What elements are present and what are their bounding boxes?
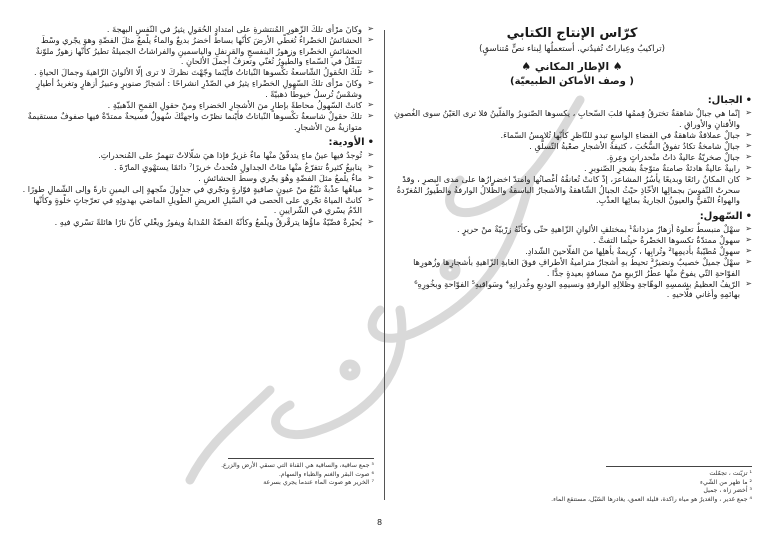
list-item: ➢ سهولٌ ممتدّةٌ تكسوها الخضْرةُ حيثُما التفتَّ . bbox=[593, 234, 752, 245]
section-heading-valleys: •الأودية: bbox=[328, 137, 374, 149]
footnote-separator bbox=[606, 466, 752, 467]
arrow-bullet-icon: ➢ bbox=[367, 216, 374, 226]
list-item: ➢ تلْكَ الحُقولُ الشّاسعةُ تكْسوها النّباتاتُ فأيْنَما وجّهْتَ نظركَ لا ترى إلّا الألوانَ الزّاهيةَ وجمالَ الحياةِ . bbox=[34, 67, 374, 78]
list-item: ➢ سهْلٌ جميلٌ خصيبٌ ونضيرٌ³ تحيطُ بهِ أشجارٌ متراميةُ الأطرافِ فوقَ الغابةِ الزّاهيةِ بأشجارِها وزُهورِها الفوّاحةِ التّي يفوحُ منْها عطْرُ الرّبيعِ منْ مسافةٍ بعيدةٍ جدًّا . bbox=[413, 257, 752, 278]
spade-icon: ♠ bbox=[612, 60, 623, 73]
frame-title-row bbox=[392, 60, 752, 73]
spade-icon: ♠ bbox=[521, 60, 532, 73]
arrow-bullet-icon: ➢ bbox=[367, 24, 374, 33]
list-item: ➢ الحشائشُ الخضْراءُ تُغطّي الأرضَ كأنّها بساطٌ أخضرُ بديعٌ والماءُ يلْمعُ مثلَ الفضّةِ وهوَ يجْري وسْطَ الحشائشِ الخضْراءِ وزهورُ البنفسجِ والقرنفلِ والياسمينِ والفراشاتُ الجميلةُ تطيرُ كأنّها زهورٌ ملوّنةٌ تتنقّلُ في السّماءِ والطّيورُ تُغنّي وتعزفُ أجملَ الألحانِ . bbox=[35, 35, 374, 67]
list-item: ➢ ماءٌ يلْمعُ مثلَ الفضّةِ وهُوَ يجْري وسطَ الحشائشِ . bbox=[198, 172, 374, 183]
list-item: ➢ تلكَ حقولٌ شاسعةٌ تكْسوها النّباتاتُ فأيْنما نظرْتَ واجهتْكَ سُهولٌ فسيحةٌ ممتدّةٌ فيها صفوفٌ مستقيمةٌ متوازيةٌ منَ الأشجارِ. bbox=[27, 111, 374, 132]
arrow-bullet-icon: ➢ bbox=[367, 78, 374, 88]
column-divider bbox=[384, 30, 385, 500]
list-item: ➢ وكانَ مرْأى تلكَ الزّهورِ المُنتشرةِ على امتدادِ الحُقولِ يثيرُ في النّفسِ البهجةَ . bbox=[106, 24, 374, 34]
footnote: ⁷ الخرير هو صوت الماء عندما يجري بسرعة bbox=[263, 479, 374, 487]
section-heading-plains: •السّهول: bbox=[699, 210, 752, 222]
list-item: ➢ كان المكانُ رائعًا وبديعًا يأسُرُ المشاعرَ، إذْ كانتْ تُعانقُهُ أغْصانُها وامتدّ اخضرارُها على مدى البصرِ ، وقدْ سحرتْ النّفوسَ بجمالِها الأخّاذِ حيْثُ الجبالُ الشّاهقةُ والأشجارُ الباسقةُ والظّلالُ الوارفةُ والطّيورُ المُغرّدةُ والهواءُ النّقيُّ والعيونُ الجاريةُ بمائِها العذْبِ. bbox=[396, 174, 752, 206]
page-subtitle: (تراكيبُ وعِباراتٌ تُفيدُني. أستعملُها لِبناء نصٍّ مُتناسقٍ) bbox=[479, 44, 665, 54]
arrow-bullet-icon: ➢ bbox=[745, 129, 752, 139]
page-title: كرّاس الإنتاج الكتابي bbox=[506, 26, 638, 41]
arrow-bullet-icon: ➢ bbox=[367, 150, 374, 160]
footnote: ² ما ظهر من الشّيء bbox=[700, 478, 752, 486]
list-item: ➢ بُحيْرةٌ فضّيّةٌ ماؤُها يترقْرقُ ويلْمعُ وكأنّهُ الفضّةُ المُذابةُ ويفورُ ويغْلي كأنّ نارًا هائلةً تسْري فيهِ . bbox=[54, 216, 374, 227]
arrow-bullet-icon: ➢ bbox=[745, 151, 752, 161]
list-item: ➢ كانتْ السّهولُ محاطةً بإطارٍ منَ الأشجارِ الخضراءِ ومنْ حقولِ القمحِ الذّهبيّةِ . bbox=[107, 100, 374, 111]
arrow-bullet-icon: ➢ bbox=[745, 234, 752, 244]
footnotes-right bbox=[392, 470, 752, 504]
arrow-bullet-icon: ➢ bbox=[745, 162, 752, 172]
footnote: ¹ تزيّنت ، تجمّلت bbox=[709, 470, 752, 477]
list-item: ➢ إنّما هي جبالٌ شاهقةٌ تخترقُ قِممُها قلبَ السّحابِ ، يكسوها الصّنوبرُ والفلّينُ فلا ترى العَيْنُ سوى الغُصونِ والأفنانِ والأوراقِ . bbox=[394, 108, 752, 129]
bullet-icon: • bbox=[745, 210, 752, 222]
arrow-bullet-icon: ➢ bbox=[745, 246, 752, 256]
arrow-bullet-icon: ➢ bbox=[745, 223, 752, 233]
arrow-bullet-icon: ➢ bbox=[367, 111, 374, 121]
page-number: 8 bbox=[377, 518, 383, 527]
arrow-bullet-icon: ➢ bbox=[745, 278, 752, 288]
footnote-separator bbox=[228, 458, 374, 459]
list-item: ➢ وكانَ مرْأى تلكَ السّهولِ الخضْراءِ يثيرُ في الصّدْرِ انشراحًا : أشجارُ صنوبرٍ وعبيرُ أزهارٍ وتغريدُ أطيارٍ وشمْسٌ تُرسلُ خيوطًا ذهبيّةً . bbox=[36, 78, 374, 100]
arrow-bullet-icon: ➢ bbox=[367, 35, 374, 45]
list-item: ➢ جبالٌ صخريّةٌ عاليةٌ ذاتُ منْحدراتٍ وعِرةٍ. bbox=[606, 151, 752, 162]
footnote: ⁴ جمع غدير ، والغديرُ هو مياه راكدة، قليلة العمق، يغادرها السّيْل، مستنقع الماء. bbox=[551, 495, 752, 503]
footnote: ⁵ جمع ساقية، والساقية هي القناة التي تسقي الأرض والزرع. bbox=[221, 462, 374, 469]
list-item: ➢ كانتْ المياهُ تجْري على الحصى في السّيلِ العريضِ الطّويلِ الماضي بهدوئِهِ في تعرّجاتٍ خلْوةٍ وكأنّها الدّمُ يسْري في الشّرايينِ . bbox=[33, 194, 374, 216]
list-item: ➢ جبالٌ شامخةٌ تكادُ تفوقُ السُّحُبَ ، كثيفةُ الأشجارِ صعْبةُ التّسلُّقِ . bbox=[529, 140, 752, 151]
frame-title: الإطار المكاني bbox=[534, 61, 610, 73]
section-heading-mountains: •الجبال: bbox=[707, 95, 752, 106]
arrow-bullet-icon: ➢ bbox=[367, 161, 374, 171]
footnotes-left bbox=[22, 462, 374, 488]
list-item: ➢ ينابيعُ كثيرةٌ تتفرّعُ منْها مئاتُ الجداولِ فتُحدثُ خريرًا⁷ دائمًا يستهْويِ المارّةَ . bbox=[114, 161, 374, 172]
arrow-bullet-icon: ➢ bbox=[745, 174, 752, 184]
arrow-bullet-icon: ➢ bbox=[745, 108, 752, 117]
arrow-bullet-icon: ➢ bbox=[745, 140, 752, 150]
bullet-icon: • bbox=[745, 95, 752, 106]
arrow-bullet-icon: ➢ bbox=[367, 172, 374, 182]
arrow-bullet-icon: ➢ bbox=[367, 183, 374, 193]
arrow-bullet-icon: ➢ bbox=[367, 100, 374, 110]
bullet-icon: • bbox=[367, 137, 374, 149]
list-item: ➢ الرّيفُ العظيمُ بشمسِهِ الوهّاجةِ وظلالِهِ الوارفةِ ونسيمِهِ الوديعِ وغُدرانِهِ⁴ وسَواقيهِ⁵ الفوّاحةِ وبخُورِهِ⁶ بهائمِهِ وأغاني فلّاحيهِ . bbox=[414, 278, 752, 300]
list-item: ➢ جبالٌ عملاقةٌ شاهقةٌ في الفضاءِ الواسعِ تبدو للنّاظرِ كأنّها تُلامسُ السّماءَ. bbox=[500, 129, 752, 140]
footnote: ⁶ صوت البقر والغنم والظباء والسهام. bbox=[278, 470, 374, 478]
footnote: ³ أخضر زاه ، جميل bbox=[703, 487, 752, 495]
list-item: ➢ سهولٌ مُطيّبةٌ بأديمِها² وتُرابِها ، كريمةٌ بأهلِها منَ الفلّاحينَ الشّدادِ. bbox=[525, 246, 752, 257]
left-column bbox=[22, 24, 374, 228]
list-item: ➢ رابيةٌ عاليةٌ هادئةٌ صامتةٌ متوّجةٌ بشجرِ الصّنوبرِ . bbox=[583, 162, 752, 173]
arrow-bullet-icon: ➢ bbox=[367, 67, 374, 77]
right-column bbox=[392, 24, 752, 301]
list-item: ➢ تُوجدُ فيها عينُ ماءٍ يتدفّقُ منْها ماءٌ غزيرٌ فإذا هيَ شلّالاتٌ تنهمرُ على المُنحدراتِ. bbox=[98, 150, 374, 161]
arrow-bullet-icon: ➢ bbox=[745, 257, 752, 267]
list-item: ➢ سهْلٌ منبسطٌ تعلوهُ أزهارٌ مزدانةٌ¹ بمختلفِ الألوانِ الزّاهيةِ حتّى وكأنّهُ زرْبيّةٌ منْ حريرٍ . bbox=[457, 223, 752, 234]
arrow-bullet-icon: ➢ bbox=[367, 194, 374, 204]
frame-subtitle: ( وصف الأماكن الطبيعيّة) bbox=[510, 76, 634, 87]
list-item: ➢ مياهُها عذْبةٌ تنْبُعُ منْ عيونٍ صافيةٍ فوّارةٍ وتجْري في جداولَ متّجهةٍ إلى اليمينِ تارةً وإلى الشّمالِ طورًا . bbox=[22, 183, 374, 194]
